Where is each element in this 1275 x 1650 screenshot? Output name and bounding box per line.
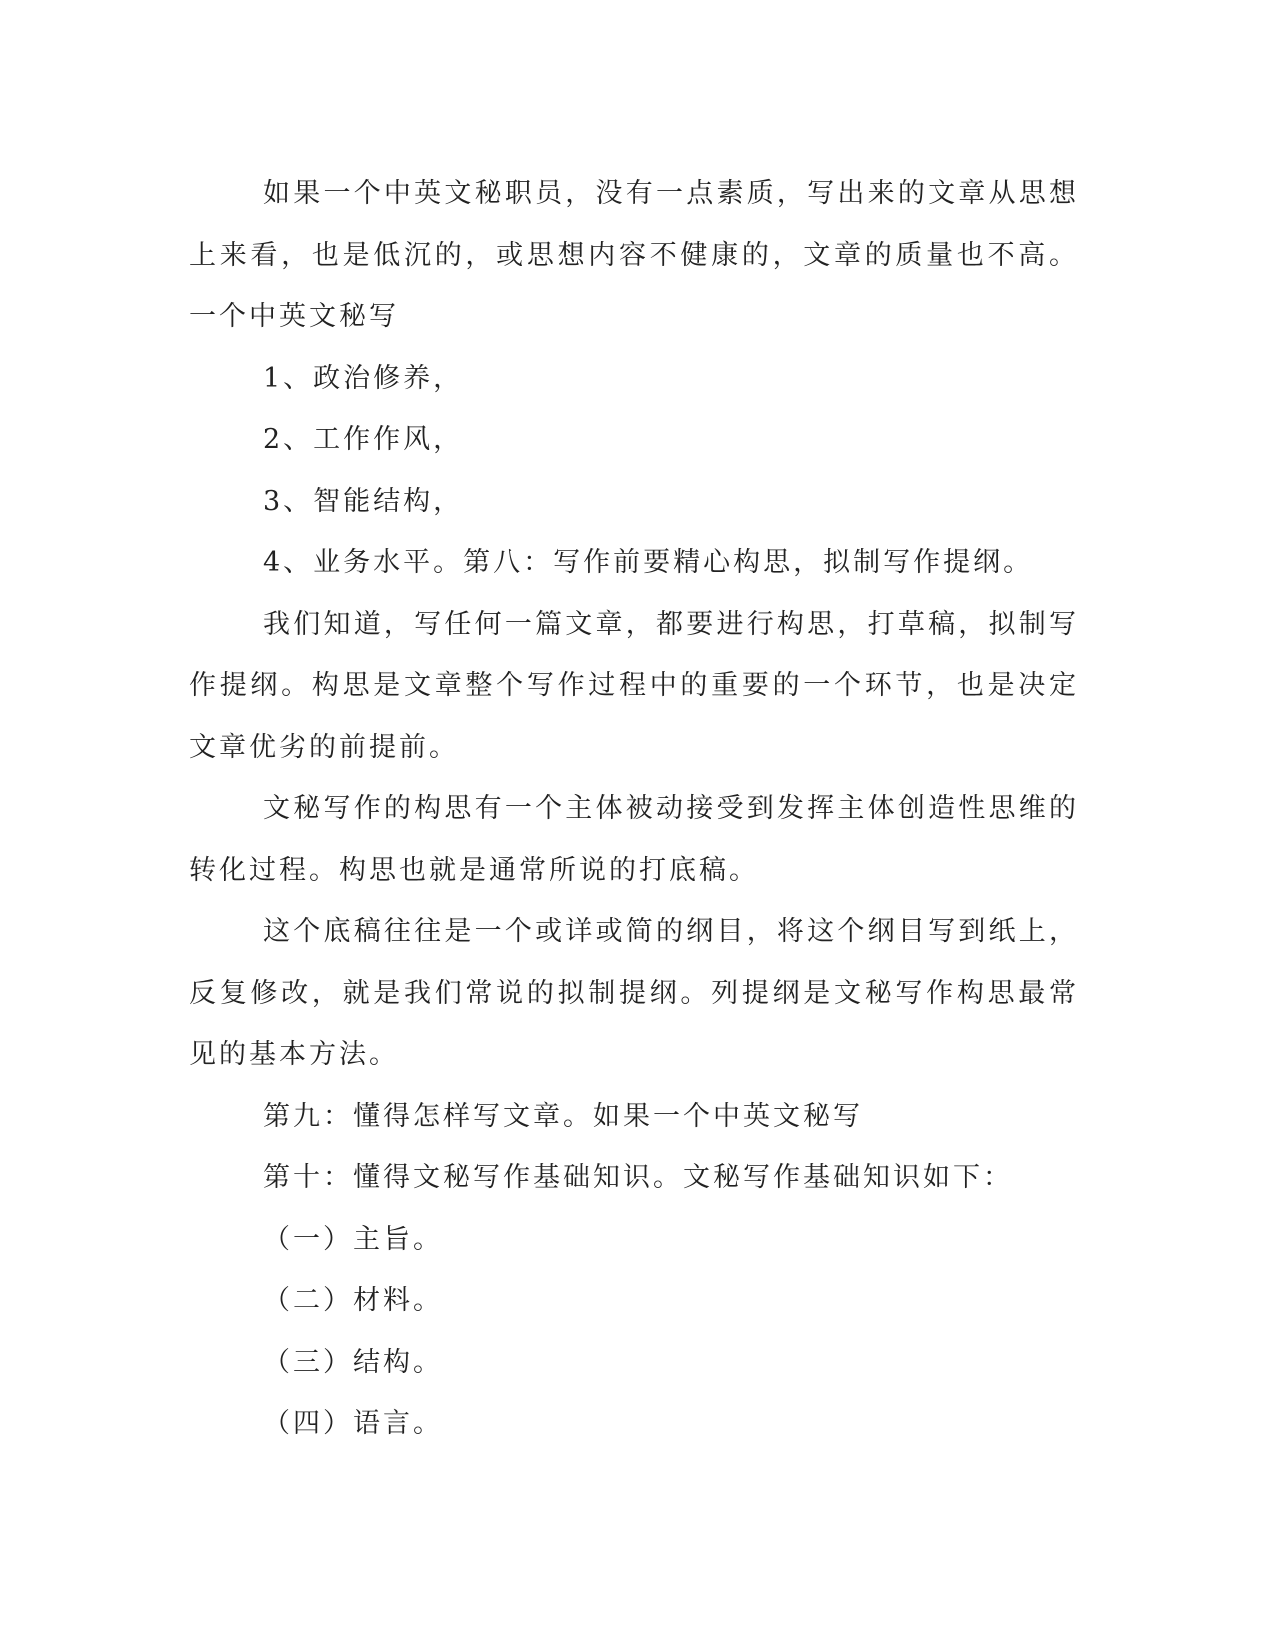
paragraph-ninth: 第九：懂得怎样写文章。如果一个中英文秘写 bbox=[263, 1100, 863, 1132]
paragraph-intro: 如果一个中英文秘职员，没有一点素质，写出来的文章从思想上来看，也是低沉的，或思想内容不健康的，文章的质量也不高。一个中英文秘写 bbox=[189, 178, 1079, 332]
list-item-structure: （三）结构。 bbox=[263, 1346, 443, 1378]
document-body bbox=[189, 163, 1079, 1455]
paragraph-process: 文秘写作的构思有一个主体被动接受到发挥主体创造性思维的转化过程。构思也就是通常所说的打底稿。 bbox=[189, 793, 1079, 886]
list-item-theme: （一）主旨。 bbox=[263, 1223, 443, 1255]
list-item-business: 4、业务水平。第八：写作前要精心构思，拟制写作提纲。 bbox=[263, 547, 1034, 578]
list-item-material: （二）材料。 bbox=[263, 1285, 443, 1316]
list-item-intellect: 3、智能结构， bbox=[263, 485, 464, 517]
paragraph-conception: 我们知道，写任何一篇文章，都要进行构思，打草稿，拟制写作提纲。构思是文章整个写作过程中的重要的一个环节，也是决定文章优劣的前提前。 bbox=[189, 608, 1079, 763]
list-item-work-style: 2、工作作风， bbox=[263, 424, 464, 455]
paragraph-outline: 这个底稿往往是一个或详或简的纲目，将这个纲目写到纸上，反复修改，就是我们常说的拟制提纲。列提纲是文秘写作构思最常见的基本方法。 bbox=[189, 916, 1079, 1070]
paragraph-tenth: 第十：懂得文秘写作基础知识。文秘写作基础知识如下： bbox=[263, 1162, 1013, 1193]
list-item-language: （四）语言。 bbox=[263, 1408, 443, 1439]
list-item-political: 1、政治修养， bbox=[263, 362, 464, 394]
